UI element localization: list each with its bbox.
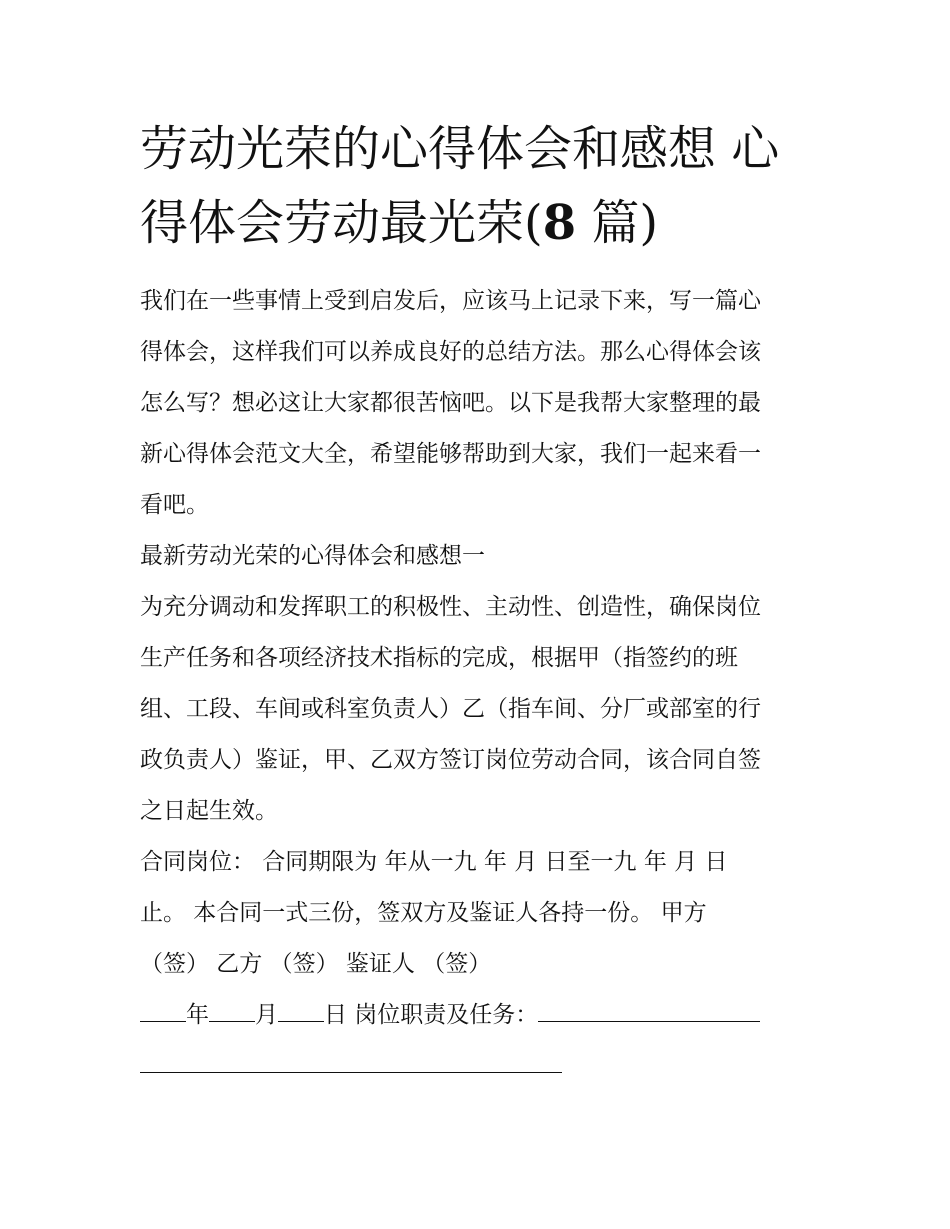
section-heading: 最新劳动光荣的心得体会和感想一 xyxy=(140,543,485,569)
day-blank xyxy=(278,999,324,1022)
duties-label: 岗位职责及任务： xyxy=(347,1002,539,1028)
text-line: 政负责人）鉴证，甲、乙双方签订岗位劳动合同，该合同自签 xyxy=(140,747,761,773)
text-line: 组、工段、车间或科室负责人）乙（指车间、分厂或部室的行 xyxy=(140,696,761,722)
title-line-1: 劳动光荣的心得体会和感想 心 xyxy=(140,121,780,177)
title-line-2-start: 得体会劳动最光荣( xyxy=(140,195,543,251)
text-line: 看吧。 xyxy=(140,492,209,518)
year-blank xyxy=(140,999,186,1022)
text-line: 我们在一些事情上受到启发后，应该马上记录下来，写一篇心 xyxy=(140,288,761,314)
title-article-count: 8 xyxy=(542,195,577,251)
duties-blank-continued xyxy=(140,1050,562,1073)
date-line xyxy=(140,990,820,1041)
text-line: 之日起生效。 xyxy=(140,798,278,824)
document-body xyxy=(140,276,820,1092)
text-line: （签） 乙方 （签） 鉴证人 （签） xyxy=(140,951,492,977)
blank-line xyxy=(140,1041,820,1092)
text-line: 为充分调动和发挥职工的积极性、主动性、创造性，确保岗位 xyxy=(140,594,761,620)
year-label: 年 xyxy=(186,1002,209,1028)
month-label: 月 xyxy=(255,1002,278,1028)
text-line: 怎么写？想必这让大家都很苦恼吧。以下是我帮大家整理的最 xyxy=(140,390,761,416)
text-line: 合同岗位： 合同期限为 年从一九 年 月 日至一九 年 月 日 xyxy=(140,849,728,875)
text-line: 止。 本合同一式三份，签双方及鉴证人各持一份。 甲方 xyxy=(140,900,707,926)
text-line: 得体会，这样我们可以养成良好的总结方法。那么心得体会该 xyxy=(140,339,761,365)
text-line: 生产任务和各项经济技术指标的完成，根据甲（指签约的班 xyxy=(140,645,738,671)
document-title xyxy=(140,112,820,260)
title-line-2-end: 篇) xyxy=(576,195,659,251)
day-label: 日 xyxy=(324,1002,347,1028)
month-blank xyxy=(209,999,255,1022)
text-line: 新心得体会范文大全，希望能够帮助到大家，我们一起来看一 xyxy=(140,441,761,467)
duties-blank xyxy=(538,999,760,1022)
